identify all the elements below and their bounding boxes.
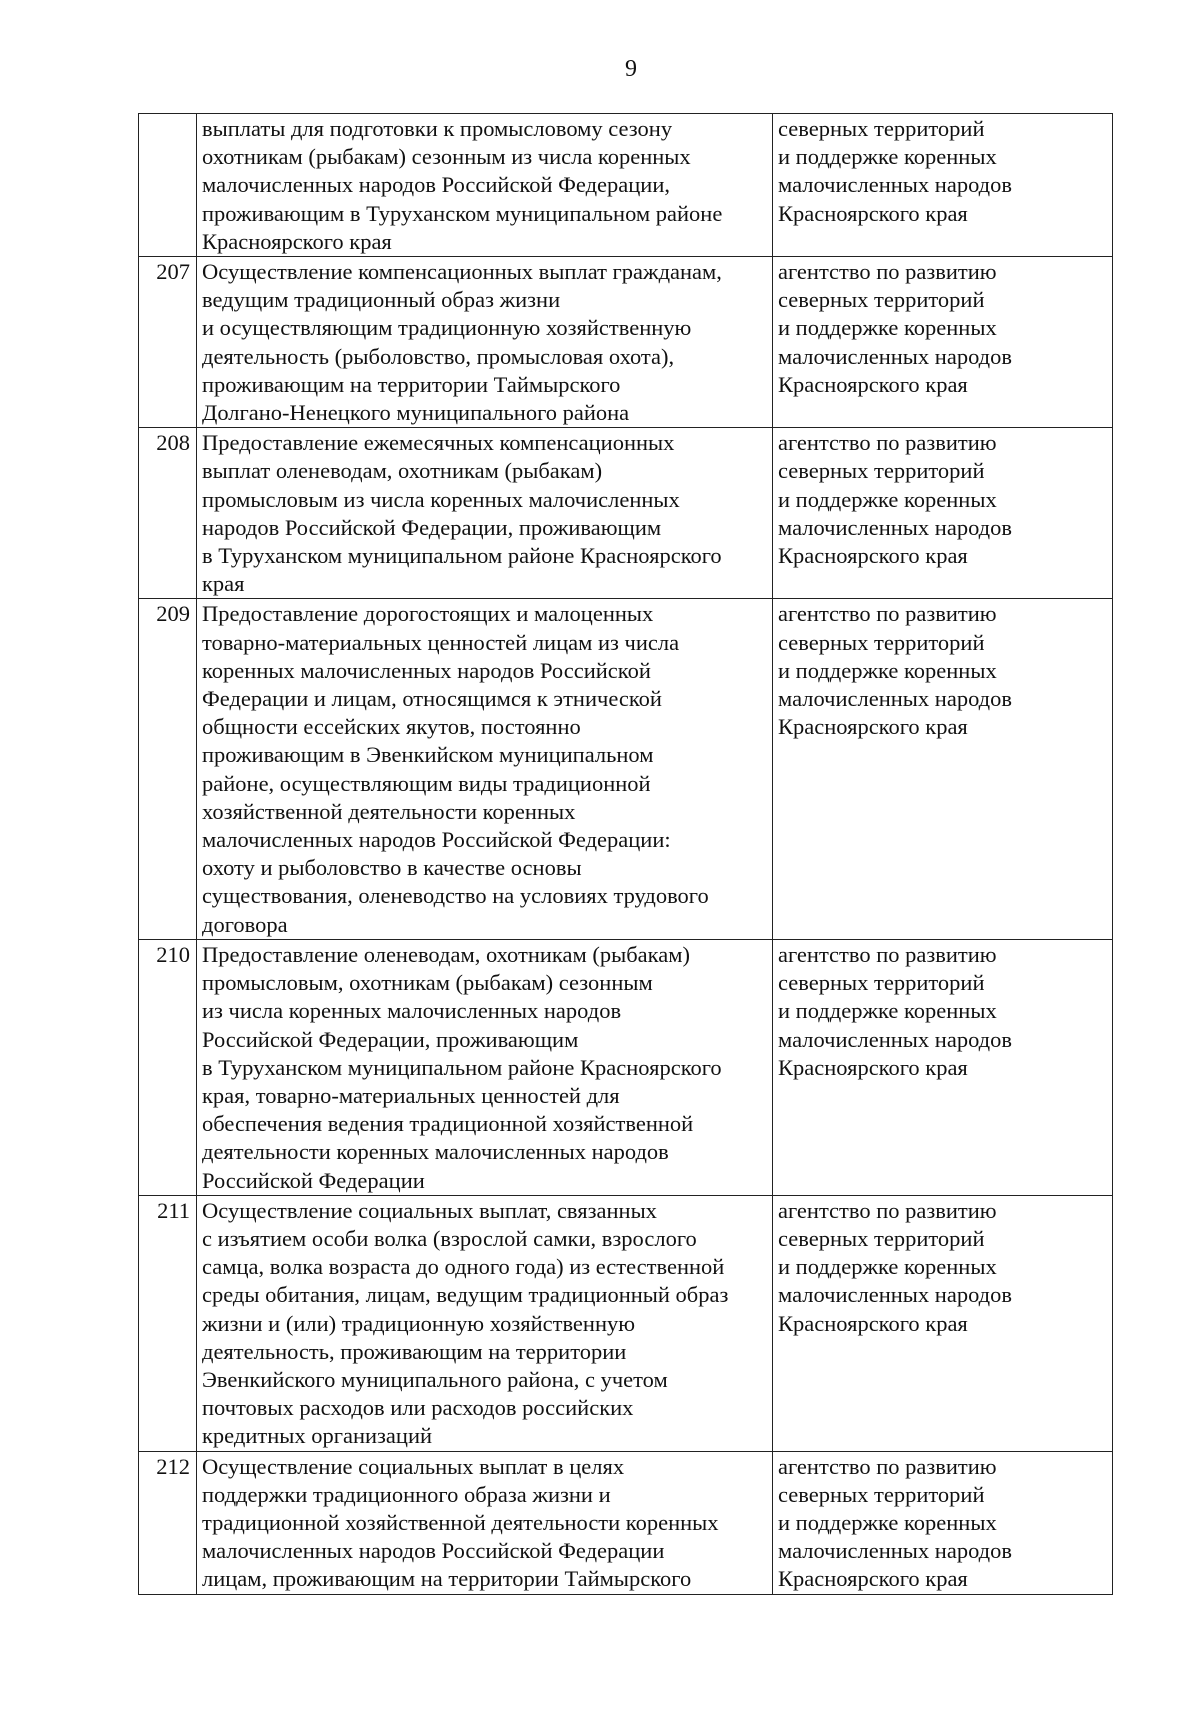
description-line: деятельность (рыболовство, промысловая охота), [202, 343, 675, 369]
description-line: общности ессейских якутов, постоянно [202, 714, 581, 740]
description-line: выплат оленеводам, охотникам (рыбакам) [202, 458, 603, 484]
table-row [139, 1195, 1113, 1451]
description-line: деятельность, проживающим на территории [202, 1338, 627, 1364]
description-line: в Туруханском муниципальном районе Красноярского [202, 543, 722, 569]
agency-line: Красноярского края [778, 371, 968, 397]
description-line: охоту и рыболовство в качестве основы [202, 855, 582, 881]
description-line: Предоставление дорогостоящих и малоценных [202, 601, 654, 627]
description-line: деятельности коренных малочисленных народов [202, 1139, 669, 1165]
row-number-cell: 207 [139, 257, 197, 428]
table-row [139, 257, 1113, 428]
table-body [139, 114, 1113, 1595]
description-line: проживающим на территории Таймырского [202, 371, 621, 397]
description-line: Осуществление социальных выплат, связанных [202, 1197, 657, 1223]
agency-line: агентство по развитию [778, 601, 997, 627]
description-line: коренных малочисленных народов Российской [202, 657, 651, 683]
agency-line: и поддержке коренных [778, 1509, 997, 1535]
description-cell [197, 257, 773, 428]
agency-line: малочисленных народов [778, 1538, 1012, 1564]
description-line: среды обитания, лицам, ведущим традиционный образ [202, 1282, 729, 1308]
table-row [139, 1451, 1113, 1594]
description-line: хозяйственной деятельности коренных [202, 798, 576, 824]
row-number-cell: 208 [139, 428, 197, 599]
description-line: малочисленных народов Российской Федерации: [202, 827, 671, 853]
agency-cell [773, 114, 1113, 257]
agency-line: Красноярского края [778, 1054, 968, 1080]
row-number-cell [139, 114, 197, 257]
description-line: края [202, 571, 245, 597]
table-row [139, 939, 1113, 1195]
description-line: промысловым из числа коренных малочисленных [202, 486, 680, 512]
description-cell [197, 114, 773, 257]
agency-line: северных территорий [778, 116, 985, 141]
description-line: Осуществление социальных выплат в целях [202, 1453, 625, 1479]
description-line: края, товарно-материальных ценностей для [202, 1082, 620, 1108]
description-line: кредитных организаций [202, 1423, 433, 1449]
agency-cell [773, 939, 1113, 1195]
agency-line: Красноярского края [778, 200, 968, 226]
agency-line: агентство по развитию [778, 430, 997, 456]
agency-line: северных территорий [778, 970, 985, 996]
description-line: Федерации и лицам, относящимся к этнической [202, 686, 662, 712]
description-line: и осуществляющим традиционную хозяйственную [202, 315, 692, 341]
agency-line: малочисленных народов [778, 1026, 1012, 1052]
description-line: Эвенкийского муниципального района, с учетом [202, 1366, 668, 1392]
row-number-cell: 212 [139, 1451, 197, 1594]
description-cell [197, 428, 773, 599]
agency-cell [773, 1451, 1113, 1594]
agency-line: северных территорий [778, 1481, 985, 1507]
description-line: жизни и (или) традиционную хозяйственную [202, 1310, 636, 1336]
description-cell [197, 1195, 773, 1451]
agency-line: агентство по развитию [778, 941, 997, 967]
description-line: Предоставление ежемесячных компенсационных [202, 430, 675, 456]
row-number-cell: 209 [139, 599, 197, 939]
description-line: малочисленных народов Российской Федерации [202, 1538, 665, 1564]
description-line: проживающим в Туруханском муниципальном районе [202, 200, 723, 226]
description-line: проживающим в Эвенкийском муниципальном [202, 742, 654, 768]
agency-line: малочисленных народов [778, 343, 1012, 369]
agency-line: агентство по развитию [778, 259, 997, 285]
description-line: Осуществление компенсационных выплат гражданам, [202, 259, 722, 285]
table-row [139, 428, 1113, 599]
description-line: охотникам (рыбакам) сезонным из числа коренных [202, 144, 691, 170]
description-line: народов Российской Федерации, проживающим [202, 514, 662, 540]
agency-line: агентство по развитию [778, 1197, 997, 1223]
description-line: обеспечения ведения традиционной хозяйственной [202, 1111, 694, 1137]
page-number: 9 [625, 56, 637, 82]
row-number-cell: 210 [139, 939, 197, 1195]
description-line: традиционной хозяйственной деятельности коренных [202, 1509, 719, 1535]
agency-line: и поддержке коренных [778, 144, 997, 170]
description-cell [197, 599, 773, 939]
description-line: из числа коренных малочисленных народов [202, 998, 622, 1024]
description-line: в Туруханском муниципальном районе Красноярского [202, 1054, 722, 1080]
agency-line: Красноярского края [778, 714, 968, 740]
agency-cell [773, 428, 1113, 599]
agency-line: северных территорий [778, 1225, 985, 1251]
description-line: малочисленных народов Российской Федерации, [202, 172, 671, 198]
agency-line: и поддержке коренных [778, 1254, 997, 1280]
agency-line: малочисленных народов [778, 172, 1012, 198]
description-line: с изъятием особи волка (взрослой самки, взрослого [202, 1225, 697, 1251]
description-line: районе, осуществляющим виды традиционной [202, 770, 651, 796]
agency-line: и поддержке коренных [778, 486, 997, 512]
description-line: существования, оленеводство на условиях трудового [202, 883, 709, 909]
description-line: Красноярского края [202, 228, 392, 254]
table-row [139, 599, 1113, 939]
description-line: Российской Федерации [202, 1167, 425, 1193]
agency-line: северных территорий [778, 629, 985, 655]
description-line: ведущим традиционный образ жизни [202, 287, 561, 313]
description-line: товарно-материальных ценностей лицам из числа [202, 629, 680, 655]
agency-line: северных территорий [778, 287, 985, 313]
table-row [139, 114, 1113, 257]
description-line: промысловым, охотникам (рыбакам) сезонным [202, 970, 653, 996]
description-line: почтовых расходов или расходов российских [202, 1395, 634, 1421]
agency-line: северных территорий [778, 458, 985, 484]
agency-cell [773, 1195, 1113, 1451]
description-cell [197, 1451, 773, 1594]
agency-cell [773, 257, 1113, 428]
agency-line: и поддержке коренных [778, 315, 997, 341]
description-line: Предоставление оленеводам, охотникам (рыбакам) [202, 941, 690, 967]
agency-line: малочисленных народов [778, 1282, 1012, 1308]
description-line: Российской Федерации, проживающим [202, 1026, 579, 1052]
description-line: договора [202, 911, 288, 937]
description-line: самца, волка возраста до одного года) из естественной [202, 1254, 725, 1280]
document-table [138, 113, 1113, 1595]
description-line: лицам, проживающим на территории Таймырского [202, 1566, 692, 1592]
description-cell [197, 939, 773, 1195]
agency-line: Красноярского края [778, 543, 968, 569]
agency-line: и поддержке коренных [778, 657, 997, 683]
row-number-cell: 211 [139, 1195, 197, 1451]
description-line: выплаты для подготовки к промысловому сезону [202, 116, 673, 141]
description-line: Долгано-Ненецкого муниципального района [202, 400, 630, 426]
agency-line: малочисленных народов [778, 686, 1012, 712]
agency-line: и поддержке коренных [778, 998, 997, 1024]
description-line: поддержки традиционного образа жизни и [202, 1481, 611, 1507]
agency-line: Красноярского края [778, 1566, 968, 1592]
agency-line: малочисленных народов [778, 514, 1012, 540]
agency-line: агентство по развитию [778, 1453, 997, 1479]
agency-cell [773, 599, 1113, 939]
agency-line: Красноярского края [778, 1310, 968, 1336]
